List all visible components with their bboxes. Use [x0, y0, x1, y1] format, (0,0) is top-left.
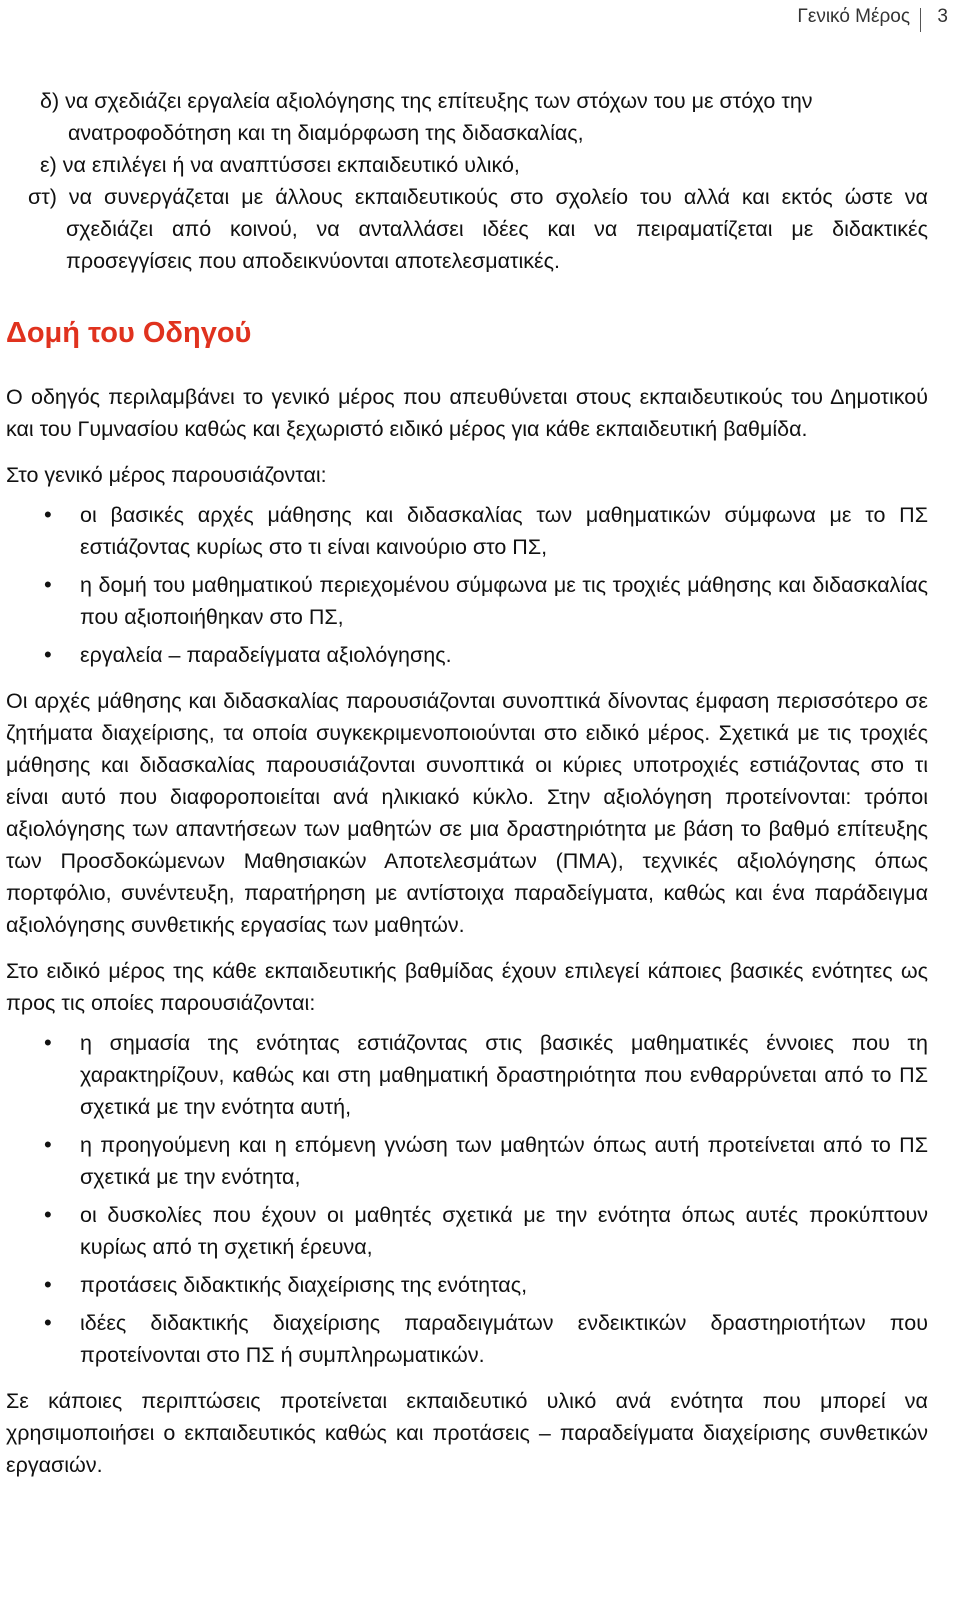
list-item-text: η σημασία της ενότητας εστιάζοντας στις βασικές μαθηματικές έννοιες που τη χαρακτηρίζουν, καθώς και στη μαθηματική δραστηριότητα που ενθαρρύνεται από το ΠΣ σχετικά με την ενότητα αυτή,: [80, 1031, 928, 1119]
paragraph-materials: Σε κάποιες περιπτώσεις προτείνεται εκπαιδευτικό υλικό ανά ενότητα που μπορεί να χρησιμοποιήσει ο εκπαιδευτικός καθώς και προτάσεις – παραδείγματα διαχείρισης συνθετικών εργασιών.: [6, 1389, 928, 1477]
bullet-icon: •: [44, 1202, 52, 1227]
list-item-text: οι δυσκολίες που έχουν οι μαθητές σχετικά με την ενότητα όπως αυτές προκύπτουν κυρίως από τη σχετική έρευνα,: [80, 1203, 928, 1259]
list-item: [6, 1027, 928, 1123]
intro-item-st: στ) να συνεργάζεται με άλλους εκπαιδευτικούς στο σχολείο του αλλά και εκτός ώστε να σχεδιάζει από κοινού, να ανταλλάσει ιδέες και να πειραματίζεται με διδακτικές προσεγγίσεις που αποδεικνύονται αποτελεσματικές.: [28, 185, 928, 273]
list-item: [6, 499, 928, 563]
list-item-text: οι βασικές αρχές μάθησης και διδασκαλίας των μαθηματικών σύμφωνα με το ΠΣ εστιάζοντας κυρίως στο τι είναι καινούριο στο ΠΣ,: [80, 503, 928, 559]
list-item: [6, 1199, 928, 1263]
bullet-icon: •: [44, 642, 52, 667]
bullet-icon: •: [44, 1272, 52, 1297]
bullet-icon: •: [44, 1030, 52, 1055]
list-item: [6, 1307, 928, 1371]
list-item: [6, 569, 928, 633]
list-item-text: η δομή του μαθηματικού περιεχομένου σύμφωνα με τις τροχιές μάθησης και διδασκαλίας που αξιοποιήθηκαν στο ΠΣ,: [80, 573, 928, 629]
header-divider: [920, 8, 921, 32]
list-item: [6, 1269, 928, 1301]
running-header-title: Γενικό Μέρος: [797, 6, 910, 27]
general-part-list: [6, 499, 928, 671]
paragraph-principles: Οι αρχές μάθησης και διδασκαλίας παρουσιάζονται συνοπτικά δίνοντας έμφαση περισσότερο σε ζητήματα διαχείρισης, τα οποία συγκεκριμενοποιούνται στο ειδικό μέρος. Σχετικά με τις τροχιές μάθησης και διδασκαλίας παρουσιάζονται συνοπτικά οι κύριες υποτροχιές εστιάζοντας στο τι είναι αυτό που διαφοροποιείται ανά ηλικιακό κύκλο. Στην αξιολόγηση προτείνονται: τρόποι αξιολόγησης των απαντήσεων των μαθητών σε μια δραστηριότητα με βάση το βαθμό επίτευξης των Προσδοκώμενων Μαθησιακών Αποτελεσμάτων (ΠΜΑ), τεχνικές αξιολόγησης όπως πορτφόλιο, συνέντευξη, παρατήρηση με αντίστοιχα παραδείγματα, καθώς και ένα παράδειγμα αξιολόγησης συνθετικής εργασίας των μαθητών.: [6, 689, 928, 937]
bullet-icon: •: [44, 572, 52, 597]
intro-item-e: ε) να επιλέγει ή να αναπτύσσει εκπαιδευτικό υλικό,: [40, 153, 520, 177]
bullet-icon: •: [44, 502, 52, 527]
paragraph-special-part: Στο ειδικό μέρος της κάθε εκπαιδευτικής βαθμίδας έχουν επιλεγεί κάποιες βασικές ενότητες ως προς τις οποίες παρουσιάζονται:: [6, 959, 928, 1015]
paragraph-structure: Ο οδηγός περιλαμβάνει το γενικό μέρος που απευθύνεται στους εκπαιδευτικούς του Δημοτικού και του Γυμνασίου καθώς και ξεχωριστό ειδικό μέρος για κάθε εκπαιδευτική βαθμίδα.: [6, 385, 928, 441]
bullet-icon: •: [44, 1310, 52, 1335]
list-item-text: ιδέες διδακτικής διαχείρισης παραδειγμάτων ενδεικτικών δραστηριοτήτων που προτείνονται στο ΠΣ ή συμπληρωματικών.: [80, 1311, 928, 1367]
list-item: [6, 1129, 928, 1193]
special-part-list: [6, 1027, 928, 1371]
page-header: [0, 4, 960, 34]
section-heading: Δομή του Οδηγού: [6, 317, 252, 349]
bullet-icon: •: [44, 1132, 52, 1157]
page-number: 3: [937, 6, 948, 27]
paragraph-general-part: Στο γενικό μέρος παρουσιάζονται:: [6, 463, 327, 487]
list-item-text: η προηγούμενη και η επόμενη γνώση των μαθητών όπως αυτή προτείνεται από το ΠΣ σχετικά με την ενότητα,: [80, 1133, 928, 1189]
document-body: [6, 85, 928, 1481]
intro-item-d: δ) να σχεδιάζει εργαλεία αξιολόγησης της επίτευξης των στόχων του με στόχο την ανατροφοδότηση και τη διαμόρφωση της διδασκαλίας,: [40, 89, 813, 145]
list-item-text: προτάσεις διδακτικής διαχείρισης της ενότητας,: [80, 1273, 528, 1297]
list-item: [6, 639, 928, 671]
list-item-text: εργαλεία – παραδείγματα αξιολόγησης.: [80, 643, 452, 667]
